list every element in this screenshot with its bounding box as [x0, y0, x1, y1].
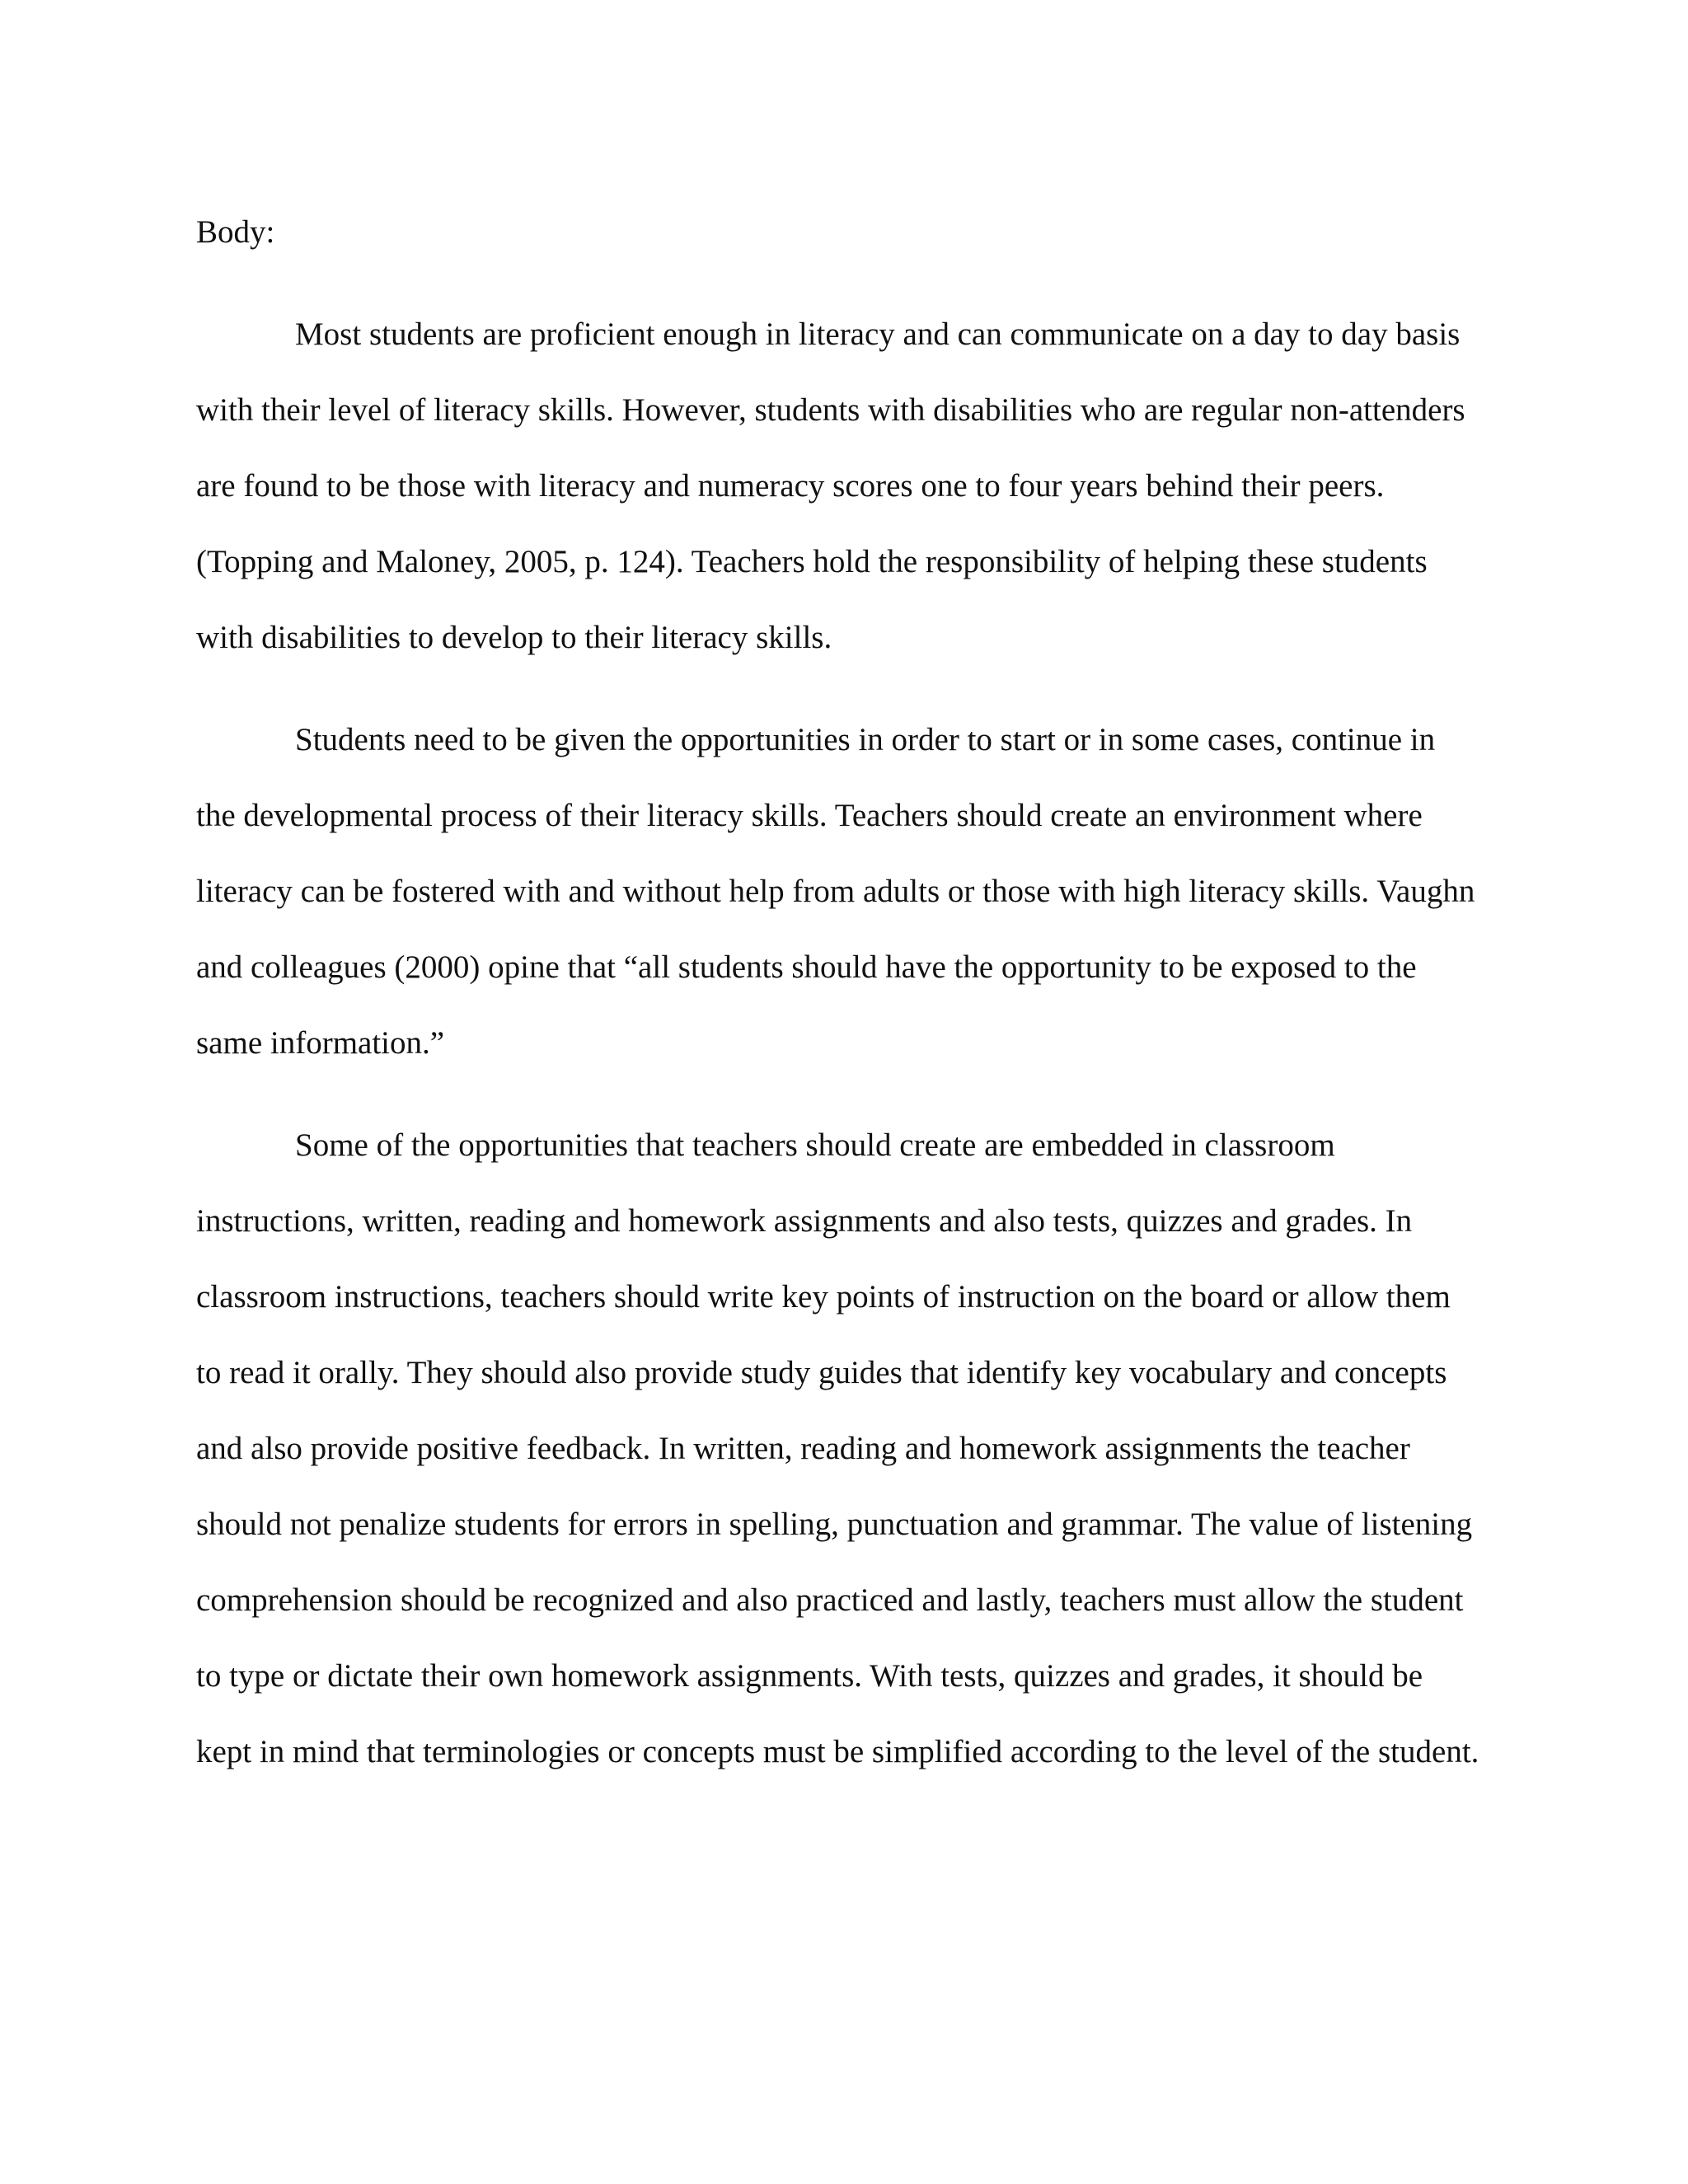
paragraph-1: Most students are proficient enough in literacy and can communicate on a day to day basis with their level of literacy skills. However, students with disabilities who are regular non-attenders are found to be those with literacy and numeracy scores one to four years behind their peers. (Topping and Maloney, 2005, p. 124). Teachers hold the responsibility of helping these students with disabilities to develop to their literacy skills.: [196, 316, 1465, 655]
section-heading: Body:: [196, 214, 275, 250]
paragraph-2: Students need to be given the opportunities in order to start or in some cases, continue in the developmental process of their literacy skills. Teachers should create an environment where literacy can be fostered with and without help from adults or those with high literacy skills. Vaughn and colleagues (2000) opine that “all students should have the opportunity to be exposed to the same information.”: [196, 722, 1475, 1061]
document-body: [196, 194, 1482, 1816]
paragraph-3: Some of the opportunities that teachers should create are embedded in classroom instructions, written, reading and homework assignments and also tests, quizzes and grades. In classroom instructions, teachers should write key points of instruction on the board or allow them to read it orally. They should also provide study guides that identify key vocabulary and concepts and also provide positive feedback. In written, reading and homework assignments the teacher should not penalize students for errors in spelling, punctuation and grammar. The value of listening comprehension should be recognized and also practiced and lastly, teachers must allow the student to type or dictate their own homework assignments. With tests, quizzes and grades, it should be kept in mind that terminologies or concepts must be simplified according to the level of the student.: [196, 1127, 1479, 1769]
